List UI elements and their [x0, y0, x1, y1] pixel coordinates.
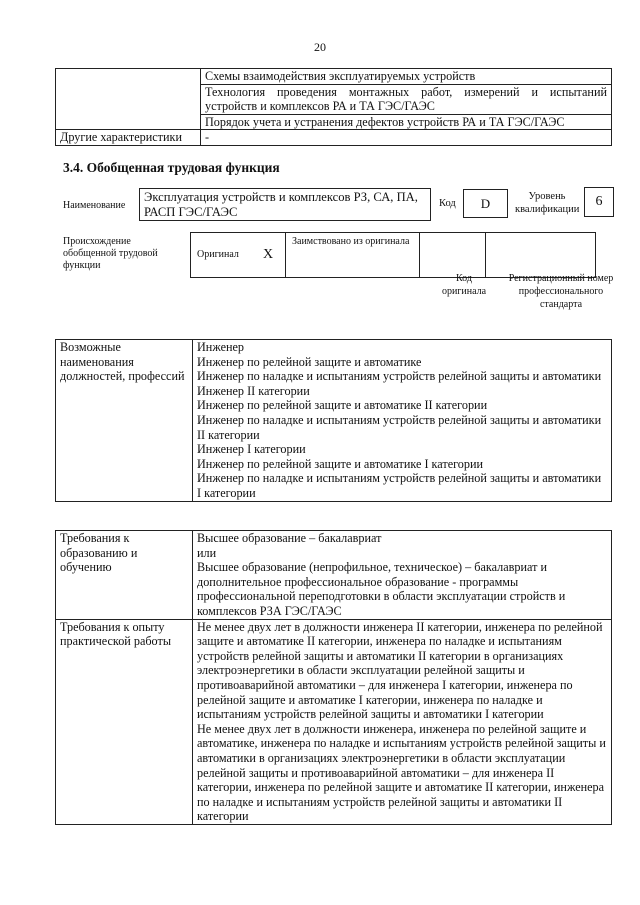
reg-number-caption: Регистрационный номер профессионального стандарта [508, 273, 614, 310]
list-item: Инженер по наладке и испытаниям устройств релейной защиты и автоматики II категории [197, 412, 602, 442]
education-label: Требования к образованию и обучению [56, 531, 193, 620]
experience-label: Требования к опыту практической работы [56, 619, 193, 824]
list-item: Инженер по релейной защите и автоматике I категории [197, 456, 484, 471]
list-item: Схемы взаимодействия эксплуатируемых устройств [201, 69, 611, 85]
list-item: Не менее двух лет в должности инженера II категории, инженера по релейной защите и автоматике II категории, инженера по наладке и испытаниям устройств релейной защиты и автоматики II категории в организациях электроэнергетики в области эксплуатации релейной защиты и противоаварийной автоматики – для инженера I категории, инженера по релейной защите и автоматике I категории, инженера по наладке и испытаниям устройств релейной защиты и автоматики I категории [197, 619, 603, 722]
experience-content [193, 619, 612, 824]
page-number: 20 [314, 40, 326, 54]
list-item: Порядок учета и устранения дефектов устройств РА и ТА ГЭС/ГАЭС [205, 114, 565, 129]
origin-code-caption: Код оригинала [441, 273, 487, 297]
list-item: Инженер по релейной защите и автоматике [197, 354, 422, 369]
list-item: Инженер по релейной защите и автоматике II категории [197, 398, 488, 413]
positions-table [55, 339, 612, 502]
table-row [56, 69, 612, 130]
name-label: Наименование [63, 200, 126, 211]
section-title: 3.4. Обобщенная трудовая функция [63, 160, 280, 175]
row-label: Другие характеристики [56, 130, 201, 146]
list-item: или [197, 545, 217, 560]
origin-code-cell [420, 233, 486, 278]
education-content [193, 531, 612, 620]
knowledge-table [55, 68, 612, 146]
table-row [56, 340, 612, 502]
list-item: Технология проведения монтажных работ, измерений и испытаний устройств и комплексов РА и ТА ГЭС/ГАЭС [201, 85, 611, 115]
list-item: Не менее двух лет в должности инженера, инженера по релейной защите и автоматике, инженера по наладке и испытаниям устройств релейной защиты и автоматики в организациях электроэнергетики в области эксплуатации релейной защиты и противоаварийной автоматики – для инженера II категории, инженера по релейной защите и автоматике II категории, инженера по наладке и испытаниям устройств релейной защиты и автоматики II категории [197, 721, 606, 824]
original-label: Оригинал [191, 233, 252, 278]
list-item: Инженер I категории [197, 442, 306, 457]
list-item: Высшее образование (непрофильное, техническое) – бакалавриат и дополнительное профессиональное образование - программы профессиональной переподготовки в области эксплуатации стройств и комплексов РЗА ГЭС/ГАЭС [197, 560, 566, 618]
positions-label: Возможные наименования должностей, профессий [56, 340, 193, 502]
level-label: Уровень квалификации [515, 191, 580, 215]
borrowed-label: Заимствовано из оригинала [286, 233, 420, 278]
list-item: Инженер II категории [197, 383, 310, 398]
table-row [56, 130, 612, 146]
list-item: Инженер по наладке и испытаниям устройств релейной защиты и автоматики I категории [197, 471, 602, 500]
table-row [191, 233, 596, 278]
requirements-table [55, 530, 612, 825]
row-label [56, 69, 201, 130]
origin-label: Происхождение обобщенной трудовой функции [63, 236, 158, 271]
row-content [201, 69, 612, 130]
function-name-field: Эксплуатация устройств и комплексов РЗ, СА, ПА, РАСП ГЭС/ГАЭС [139, 188, 431, 221]
positions-list [193, 340, 612, 502]
list-item: Инженер [197, 340, 245, 354]
code-label: Код [439, 198, 456, 209]
original-mark: X [251, 233, 286, 278]
table-row [56, 531, 612, 620]
list-item: Высшее образование – бакалавриат [197, 531, 382, 545]
code-field: D [463, 189, 508, 218]
list-item: Инженер по наладке и испытаниям устройств релейной защиты и автоматики [197, 369, 602, 384]
row-content: - [201, 130, 612, 146]
table-row [56, 619, 612, 824]
reg-number-cell [486, 233, 596, 278]
level-field: 6 [584, 187, 614, 217]
